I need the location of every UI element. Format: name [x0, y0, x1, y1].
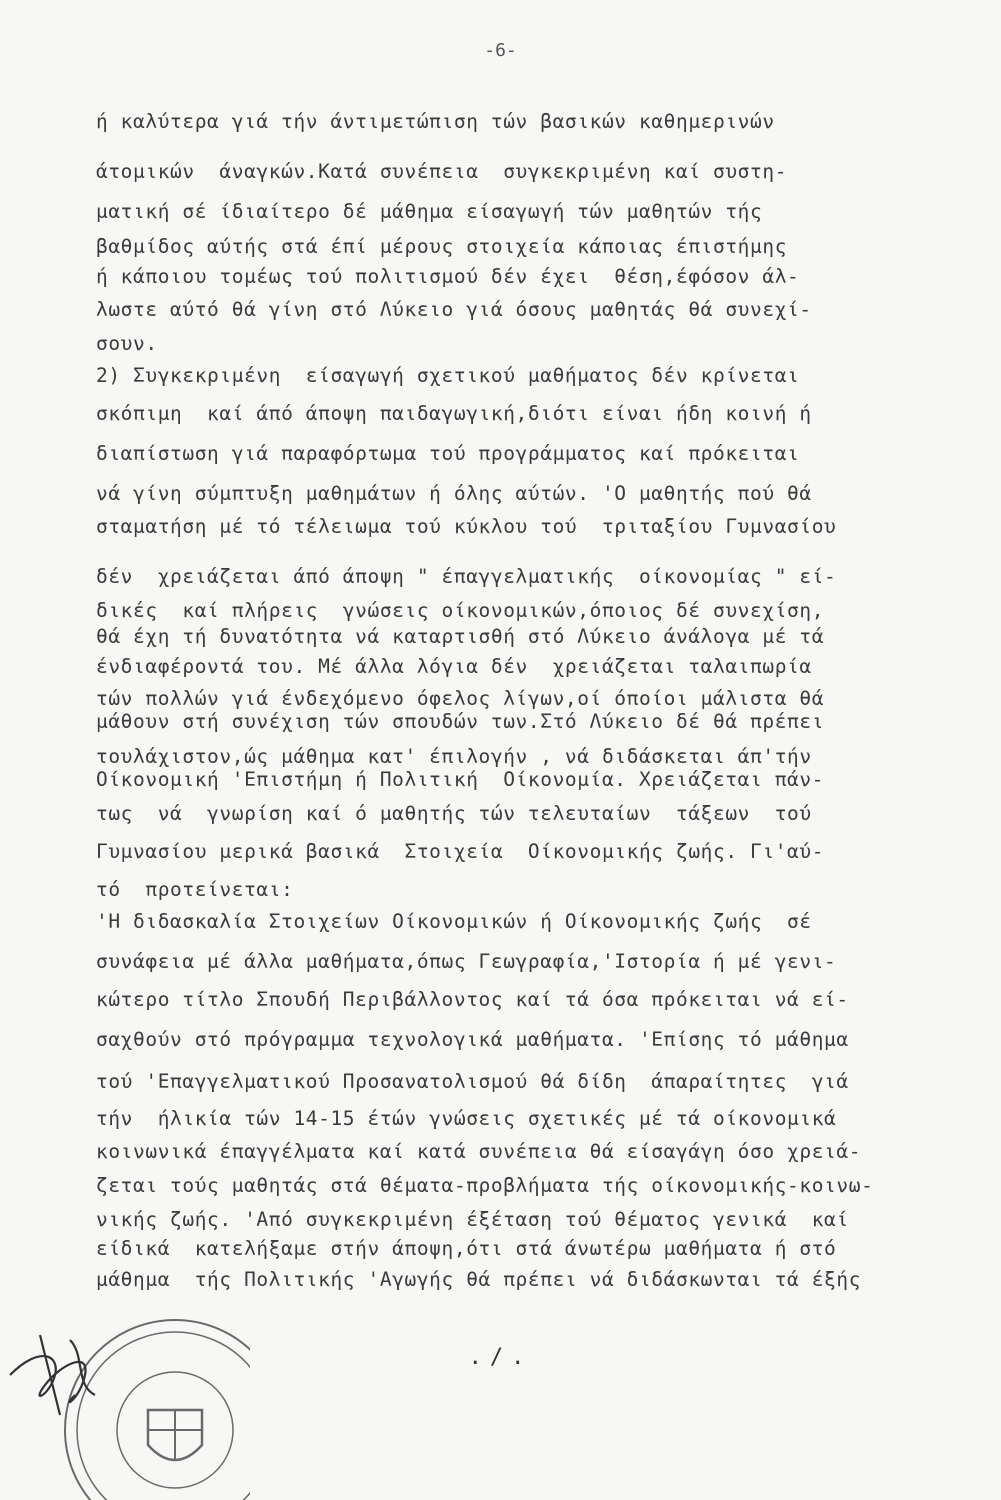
text-line: νά γίνη σύμπτυξη μαθημάτων ή όλης αύτών. 'Ο μαθητής πού θά	[96, 482, 812, 505]
official-seal-stamp	[0, 1315, 250, 1500]
text-line: ματική σέ ίδιαίτερο δέ μάθημα είσαγωγή τών μαθητών τής	[96, 200, 763, 223]
text-line: λωστε αύτό θά γίνη στό Λύκειο γιά όσους μαθητάς θά συνεχί-	[96, 298, 812, 321]
text-line: τού 'Επαγγελματικού Προσανατολισμού θά δίδη άπαραίτητες γιά	[96, 1070, 849, 1093]
text-line: τών πολλών γιά ένδεχόμενο όφελος λίγων,οί όποίοι μάλιστα θά	[96, 687, 825, 710]
text-line: κώτερο τίτλο Σπουδή Περιβάλλοντος καί τά όσα πρόκειται νά εί-	[96, 988, 849, 1011]
signature-scribble	[10, 1335, 95, 1415]
text-line: ή καλύτερα γιά τήν άντιμετώπιση τών βασικών καθημερινών	[96, 110, 775, 133]
text-line: Οίκονομική 'Επιστήμη ή Πολιτική Οίκονομία. Χρειάζεται πάν-	[96, 768, 825, 791]
text-line: τό προτείνεται:	[96, 878, 294, 901]
text-line: ή κάποιου τομέως τού πολιτισμού δέν έχει θέση,έφόσον άλ-	[96, 265, 800, 288]
text-line: διαπίστωση γιά παραφόρτωμα τού προγράμματος καί πρόκειται	[96, 442, 800, 465]
text-line: ζεται τούς μαθητάς στά θέματα-προβλήματα τής οίκονομικής-κοινω-	[96, 1174, 874, 1197]
text-line: είδικά κατελήξαμε στήν άποψη,ότι στά άνωτέρω μαθήματα ή στό	[96, 1237, 837, 1260]
text-line: τουλάχιστον,ώς μάθημα κατ' έπιλογήν , νά διδάσκεται άπ'τήν	[96, 745, 812, 768]
text-line: συνάφεια μέ άλλα μαθήματα,όπως Γεωγραφία,'Ιστορία ή μέ γενι-	[96, 950, 837, 973]
text-line: μάθημα τής Πολιτικής 'Αγωγής θά πρέπει νά διδάσκωνται τά έξής	[96, 1268, 862, 1291]
page-number: -6-	[484, 40, 517, 61]
text-line: βαθμίδος αύτής στά έπί μέρους στοιχεία κάποιας έπιστήμης	[96, 235, 788, 258]
text-line: σκόπιμη καί άπό άποψη παιδαγωγική,διότι είναι ήδη κοινή ή	[96, 402, 812, 425]
text-line: τως νά γνωρίση καί ό μαθητής τών τελευταίων τάξεων τού	[96, 802, 812, 825]
text-line: νικής ζωής. 'Από συγκεκριμένη έξέταση τού θέματος γενικά καί	[96, 1208, 849, 1231]
continuation-mark: ./.	[468, 1345, 533, 1370]
text-line: δέν χρειάζεται άπό άποψη " έπαγγελματικής οίκονομίας " εί-	[96, 565, 837, 588]
text-line: κοινωνικά έπαγγέλματα καί κατά συνέπεια θά είσαγάγη όσο χρειά-	[96, 1140, 862, 1163]
text-line: ένδιαφέροντά του. Μέ άλλα λόγια δέν χρειάζεται ταλαιπωρία	[96, 655, 812, 678]
text-line: άτομικών άναγκών.Κατά συνέπεια συγκεκριμένη καί συστη-	[96, 160, 788, 183]
text-line: 'Η διδασκαλία Στοιχείων Οίκονομικών ή Οίκονομικής ζωής σέ	[96, 910, 812, 933]
text-line: θά έχη τή δυνατότητα νά καταρτισθή στό Λύκειο άνάλογα μέ τά	[96, 625, 825, 648]
text-line: μάθουν στή συνέχιση τών σπουδών των.Στό Λύκειο δέ θά πρέπει	[96, 710, 825, 733]
text-line: σουν.	[96, 332, 158, 355]
text-line: σταματήση μέ τό τέλειωμα τού κύκλου τού τριταξίου Γυμνασίου	[96, 515, 837, 538]
text-line: δικές καί πλήρεις γνώσεις οίκονομικών,όποιος δέ συνεχίση,	[96, 599, 825, 622]
text-line: τήν ήλικία τών 14-15 έτών γνώσεις σχετικές μέ τά οίκονομικά	[96, 1107, 837, 1130]
text-line: σαχθούν στό πρόγραμμα τεχνολογικά μαθήματα. 'Επίσης τό μάθημα	[96, 1028, 849, 1051]
text-line: Γυμνασίου μερικά βασικά Στοιχεία Οίκονομικής ζωής. Γι'αύ-	[96, 840, 825, 863]
text-line: 2) Συγκεκριμένη είσαγωγή σχετικού μαθήματος δέν κρίνεται	[96, 364, 800, 387]
